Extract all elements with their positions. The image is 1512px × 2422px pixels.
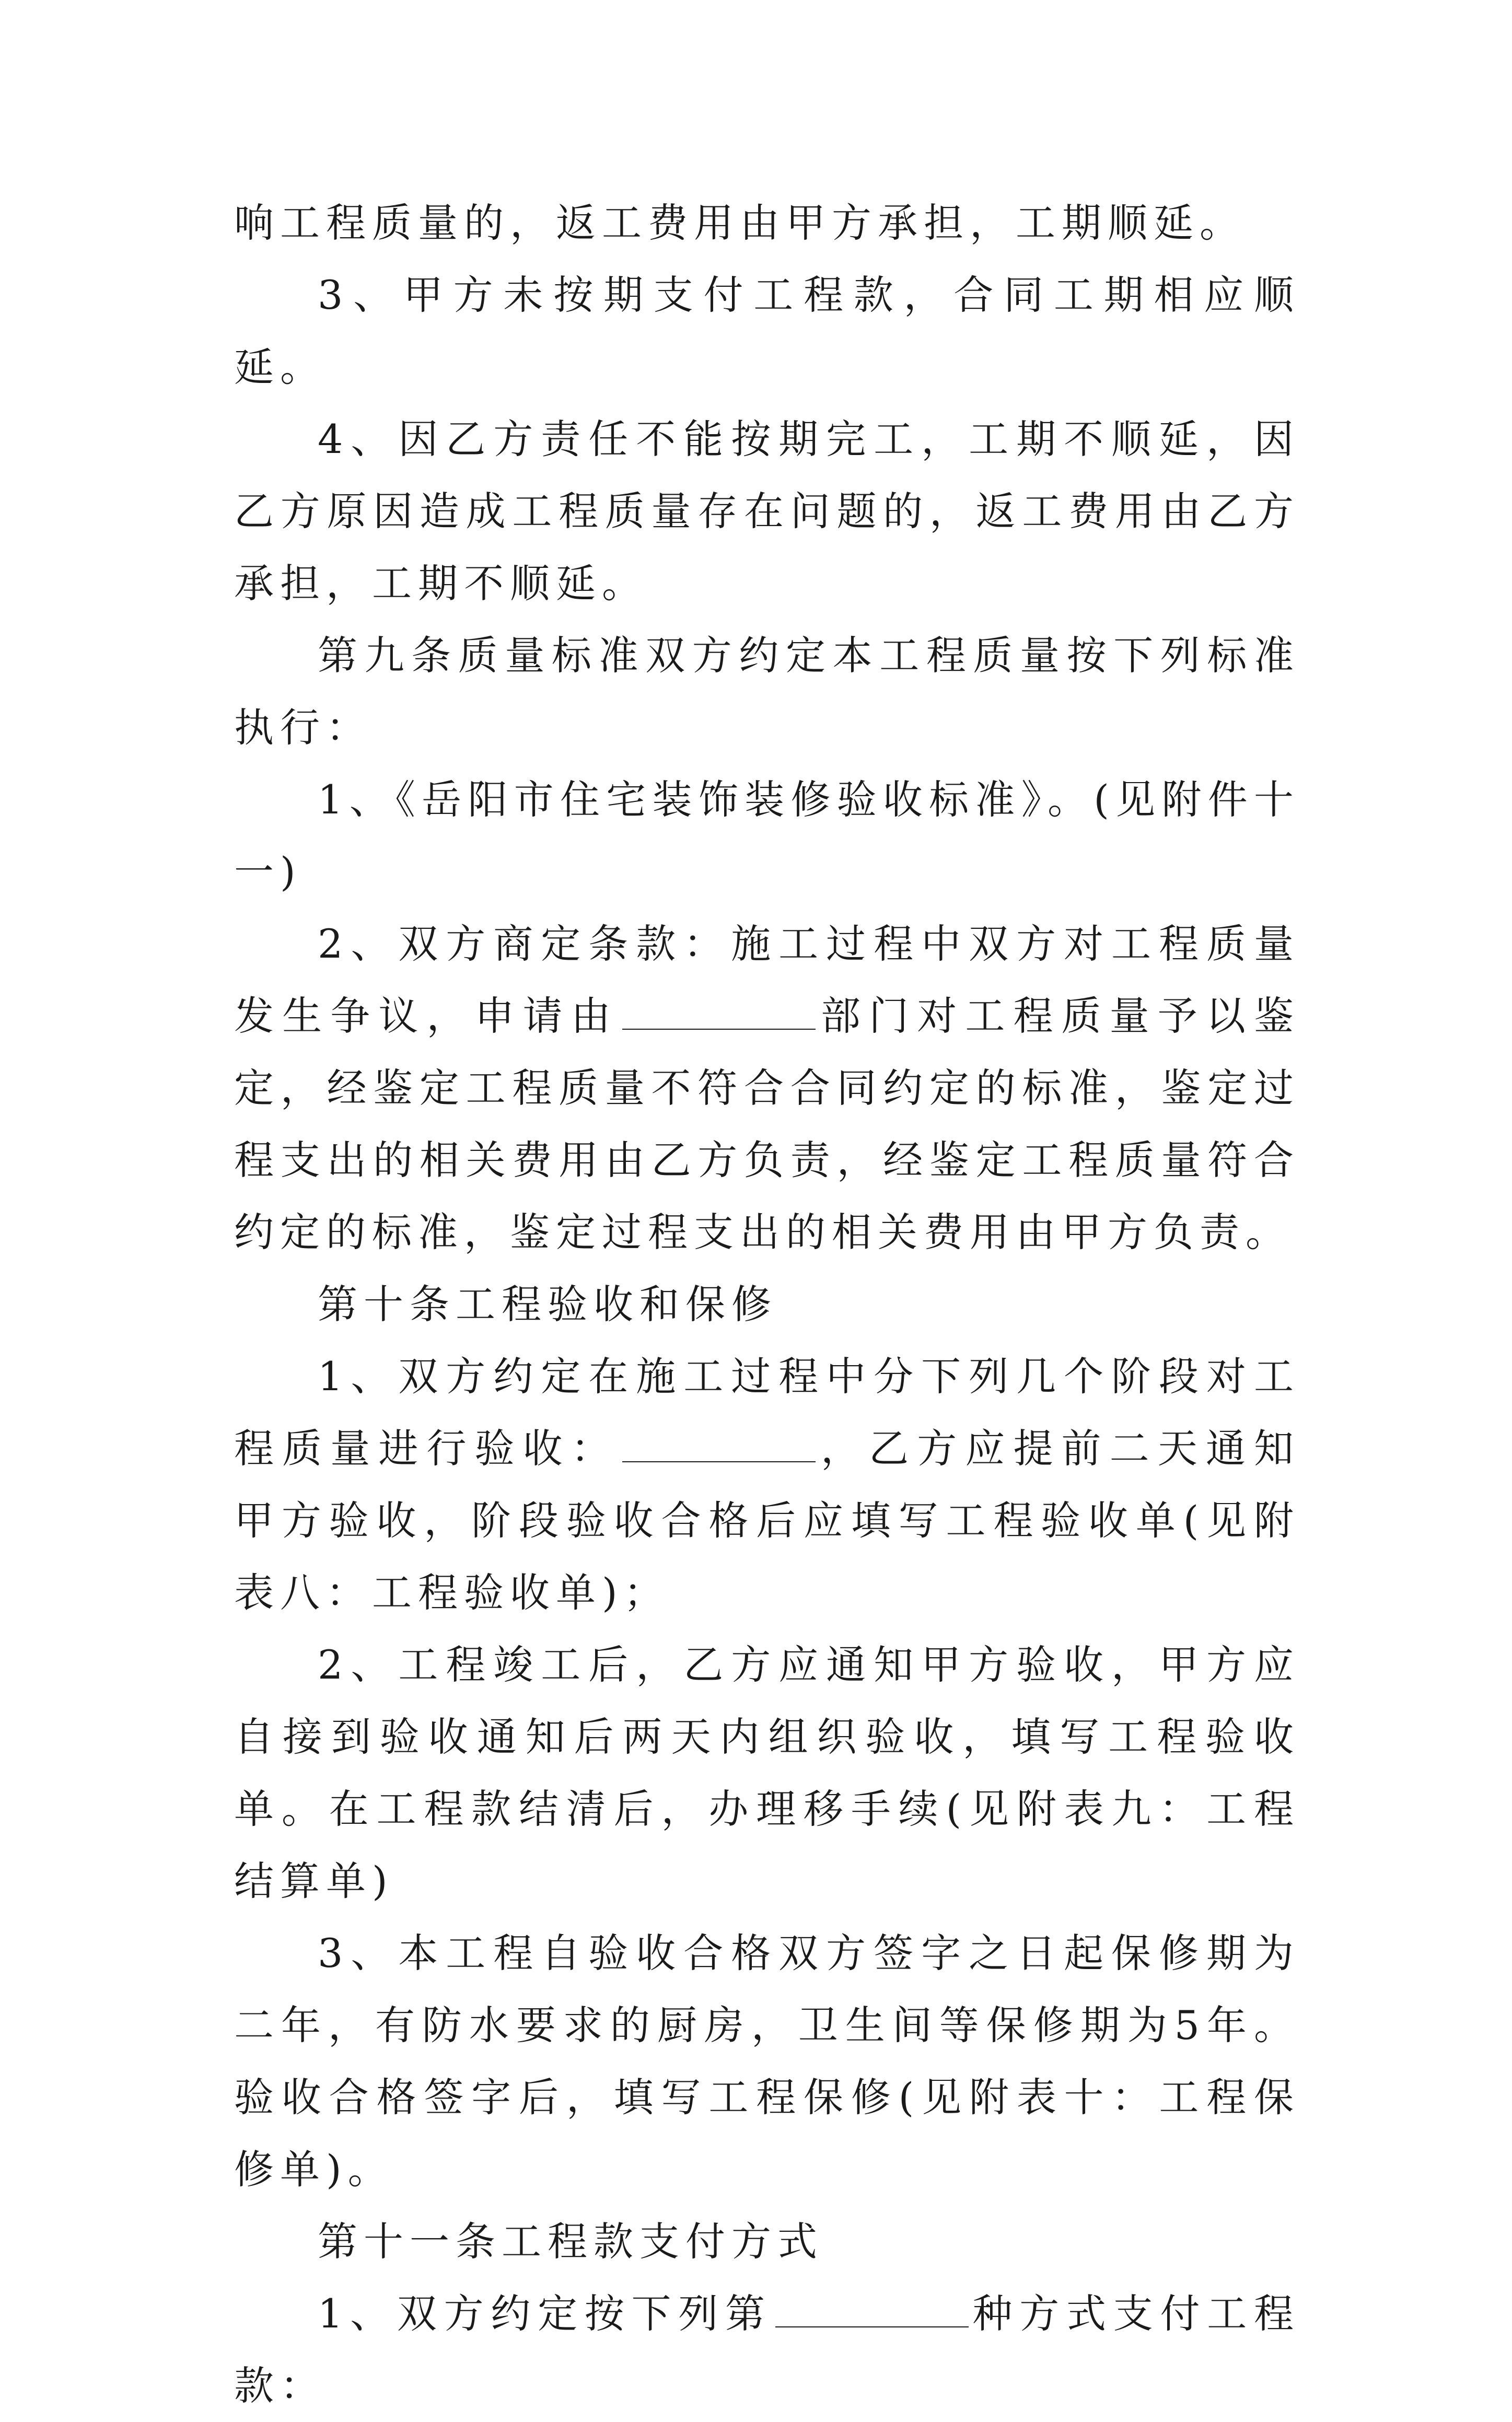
paragraph-text: 3、本工程自验收合格双方签字之日起保修期为二年，有防水要求的厨房，卫生间等保修期为5年。验收合格签字后，填写工程保修(见附表十：工程保修单)。 xyxy=(234,1930,1300,2193)
paragraph-text: 1、双方约定按下列第 xyxy=(318,2290,772,2337)
paragraph-text: 部门对工程质量予以鉴定，经鉴定工程质量不符合合同约定的标准，鉴定过程支出的相关费用由乙方负责，经鉴定工程质量符合约定的标准，鉴定过程支出的相关费用由甲方负责。 xyxy=(234,993,1300,1255)
paragraph-11 xyxy=(234,2278,1300,2422)
document-body xyxy=(234,187,1300,2422)
paragraph-text: 2、工程竣工后，乙方应通知甲方验收，甲方应自接到验收通知后两天内组织验收，填写工程验收单。在工程款结清后，办理移手续(见附表九：工程结算单) xyxy=(234,1641,1300,1904)
paragraph-1 xyxy=(234,259,1300,403)
paragraph-0 xyxy=(234,187,1300,259)
paragraph-4 xyxy=(234,764,1300,908)
paragraph-5 xyxy=(234,908,1300,1268)
paragraph-8 xyxy=(234,1629,1300,1917)
paragraph-text: 4、因乙方责任不能按期完工，工期不顺延，因乙方原因造成工程质量存在问题的，返工费用由乙方承担，工期不顺延。 xyxy=(234,416,1300,607)
paragraph-9 xyxy=(234,1917,1300,2206)
paragraph-7 xyxy=(234,1341,1300,1629)
article-11-heading xyxy=(234,2206,1300,2278)
paragraph-text: 第十条工程验收和保修 xyxy=(318,1281,777,1328)
fill-in-blank[interactable] xyxy=(775,2293,969,2327)
paragraph-text: 种方式支付工程款： xyxy=(234,2290,1300,2409)
paragraph-text: 第九条质量标准双方约定本工程质量按下列标准执行： xyxy=(234,632,1300,751)
fill-in-blank[interactable] xyxy=(622,1428,816,1462)
paragraph-text: 3、甲方未按期支付工程款，合同工期相应顺延。 xyxy=(234,272,1300,390)
article-9-heading xyxy=(234,620,1300,764)
paragraph-text: 1、双方约定在施工过程中分下列几个阶段对工程质量进行验收： xyxy=(234,1353,1300,1472)
paragraph-text: 2、双方商定条款：施工过程中双方对工程质量发生争议，申请由 xyxy=(234,921,1300,1039)
paragraph-text: 响工程质量的，返工费用由甲方承担，工期顺延。 xyxy=(234,200,1246,246)
paragraph-text: 第十一条工程款支付方式 xyxy=(318,2218,823,2265)
article-10-heading xyxy=(234,1268,1300,1341)
fill-in-blank[interactable] xyxy=(622,995,816,1030)
paragraph-2 xyxy=(234,403,1300,620)
paragraph-text: ，乙方应提前二天通知甲方验收，阶段验收合格后应填写工程验收单(见附表八：工程验收单)； xyxy=(234,1425,1300,1616)
paragraph-text: 1、《岳阳市住宅装饰装修验收标准》。(见附件十一) xyxy=(234,776,1300,895)
